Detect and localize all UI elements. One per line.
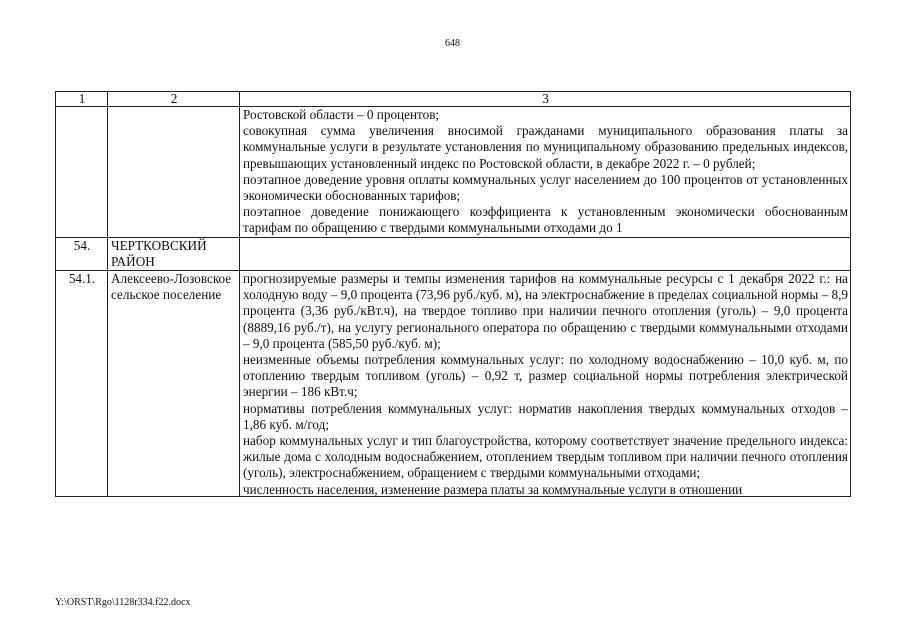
paragraph: прогнозируемые размеры и темпы изменения тарифов на коммунальные ресурсы с 1 декабря 2022 г.: на холодную воду – 9,0 процента (73,96 руб./куб. м), на электроснабжение в пределах социальной нормы – 8,9 процента (3,36 руб./кВт.ч), на твердое топливо при наличии печного отопления (уголь) – 9,0 процента (8889,16 руб./т), на услугу регионального оператора по обращению с твердыми коммунальными отходами – 9,0 процента (585,50 руб./куб. м); bbox=[243, 271, 848, 351]
paragraph: совокупная сумма увеличения вносимой гражданами муниципального образования платы за коммунальные услуги в результате установления по муниципальному образованию предельных индексов, превышающих установленный индекс по Ростовской области, в декабре 2022 г. – 0 рублей; bbox=[243, 123, 848, 171]
column-header-1: 1 bbox=[56, 92, 108, 107]
row-content-cell bbox=[240, 107, 851, 238]
file-path: Y:\ORST\Rgo\1128r334.f22.docx bbox=[55, 597, 191, 608]
table-row bbox=[56, 237, 851, 270]
row-content-cell bbox=[240, 271, 851, 497]
paragraph: поэтапное доведение понижающего коэффициента к установленным экономически обоснованным тарифам по обращению с твердыми коммунальными отходами до 1 bbox=[243, 204, 848, 236]
row-name-cell bbox=[108, 107, 240, 238]
paragraph: неизменные объемы потребления коммунальных услуг: по холодному водоснабжению – 10,0 куб. м, по отоплению твердым топливом (уголь) – 0,92 т, размер социальной нормы потребления электрической энергии – 186 кВт.ч; bbox=[243, 352, 848, 400]
row-content-cell bbox=[240, 237, 851, 270]
paragraph: поэтапное доведение уровня оплаты коммунальных услуг населением до 100 процентов от установленных экономически обоснованных тарифов; bbox=[243, 171, 848, 204]
column-header-2: 2 bbox=[108, 92, 240, 107]
column-header-3: 3 bbox=[240, 92, 851, 107]
paragraph: набор коммунальных услуг и тип благоустройства, которому соответствует значение предельного индекса: жилые дома с холодным водоснабжением, отоплением твердым топливом при наличии печного отопления (уголь), электроснабжением, обращением с твердыми коммунальными отходами; bbox=[243, 433, 848, 481]
table-header-row bbox=[56, 92, 851, 107]
page-number: 648 bbox=[445, 38, 460, 49]
settlement-name-cell: Алексеево-Лозовское сельское поселение bbox=[108, 271, 240, 497]
paragraph: нормативы потребления коммунальных услуг: норматив накопления твердых коммунальных отходов – 1,86 куб. м/год; bbox=[243, 400, 848, 432]
table-row bbox=[56, 271, 851, 497]
district-name-cell: ЧЕРТКОВСКИЙ РАЙОН bbox=[108, 237, 240, 270]
paragraph: численность населения, изменение размера платы за коммунальные услуги в отношении bbox=[243, 481, 743, 496]
document-table bbox=[55, 91, 851, 497]
paragraph: Ростовской области – 0 процентов; bbox=[243, 107, 440, 122]
table-row bbox=[56, 107, 851, 238]
row-number-cell bbox=[56, 107, 108, 238]
row-number-cell: 54.1. bbox=[56, 271, 108, 497]
row-number-cell: 54. bbox=[56, 237, 108, 270]
